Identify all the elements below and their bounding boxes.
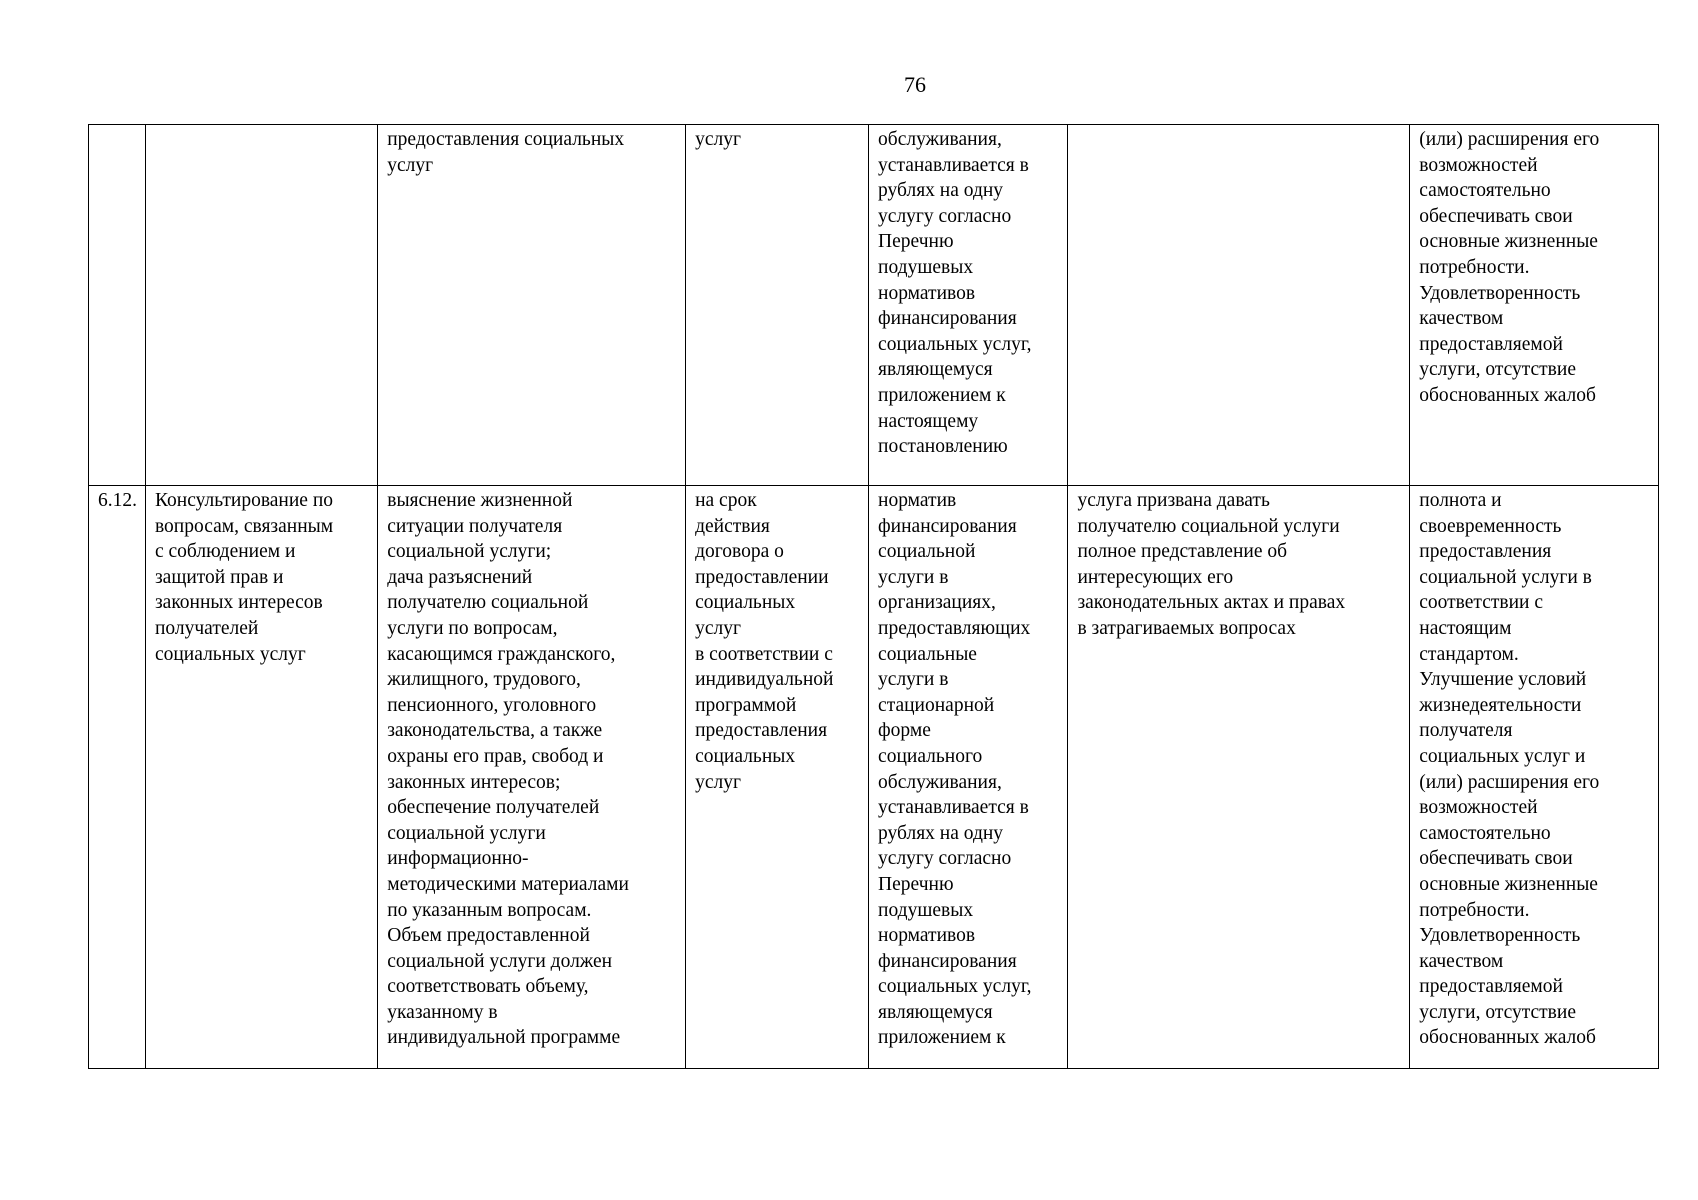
cell-service-name <box>145 125 377 486</box>
cell-service-name: Консультирование по вопросам, связанным с соблюдением и защитой прав и законных интересов получателей социальных услуг <box>145 486 377 1069</box>
cell-number: 6.12. <box>89 486 146 1069</box>
cell-norm: норматив финансирования социальной услуги в организациях, предоставляющих социальные услуги в стационарной форме социального обслуживания, устанавливается в рублях на одну услугу согласно Перечню подушевых нормативов финансирования социальных услуг, являющемуся приложением к <box>869 486 1068 1069</box>
cell-number <box>89 125 146 486</box>
cell-description: предоставления социальных услуг <box>378 125 686 486</box>
cell-term: услуг <box>686 125 869 486</box>
table-row <box>89 125 1659 486</box>
table-row <box>89 486 1659 1069</box>
cell-indicators: (или) расширения его возможностей самостоятельно обеспечивать свои основные жизненные потребности. Удовлетворенность качеством предоставляемой услуги, отсутствие обоснованных жалоб <box>1410 125 1659 486</box>
cell-conditions <box>1068 125 1410 486</box>
cell-indicators: полнота и своевременность предоставления социальной услуги в соответствии с настоящим стандартом. Улучшение условий жизнедеятельности получателя социальных услуг и (или) расширения его возможностей самостоятельно обеспечивать свои основные жизненные потребности. Удовлетворенность качеством предоставляемой услуги, отсутствие обоснованных жалоб <box>1410 486 1659 1069</box>
cell-description: выяснение жизненной ситуации получателя социальной услуги; дача разъяснений получателю социальной услуги по вопросам, касающимся гражданского, жилищного, трудового, пенсионного, уголовного законодательства, а также охраны его прав, свобод и законных интересов; обеспечение получателей социальной услуги информационно- методическими материалами по указанным вопросам. Объем предоставленной социальной услуги должен соответствовать объему, указанному в индивидуальной программе <box>378 486 686 1069</box>
cell-term: на срок действия договора о предоставлении социальных услуг в соответствии с индивидуальной программой предоставления социальных услуг <box>686 486 869 1069</box>
cell-norm: обслуживания, устанавливается в рублях на одну услугу согласно Перечню подушевых нормативов финансирования социальных услуг, являющемуся приложением к настоящему постановлению <box>869 125 1068 486</box>
page-number: 76 <box>904 72 926 97</box>
cell-conditions: услуга призвана давать получателю социальной услуги полное представление об интересующих его законодательных актах и правах в затрагиваемых вопросах <box>1068 486 1410 1069</box>
services-table <box>88 124 1659 1069</box>
